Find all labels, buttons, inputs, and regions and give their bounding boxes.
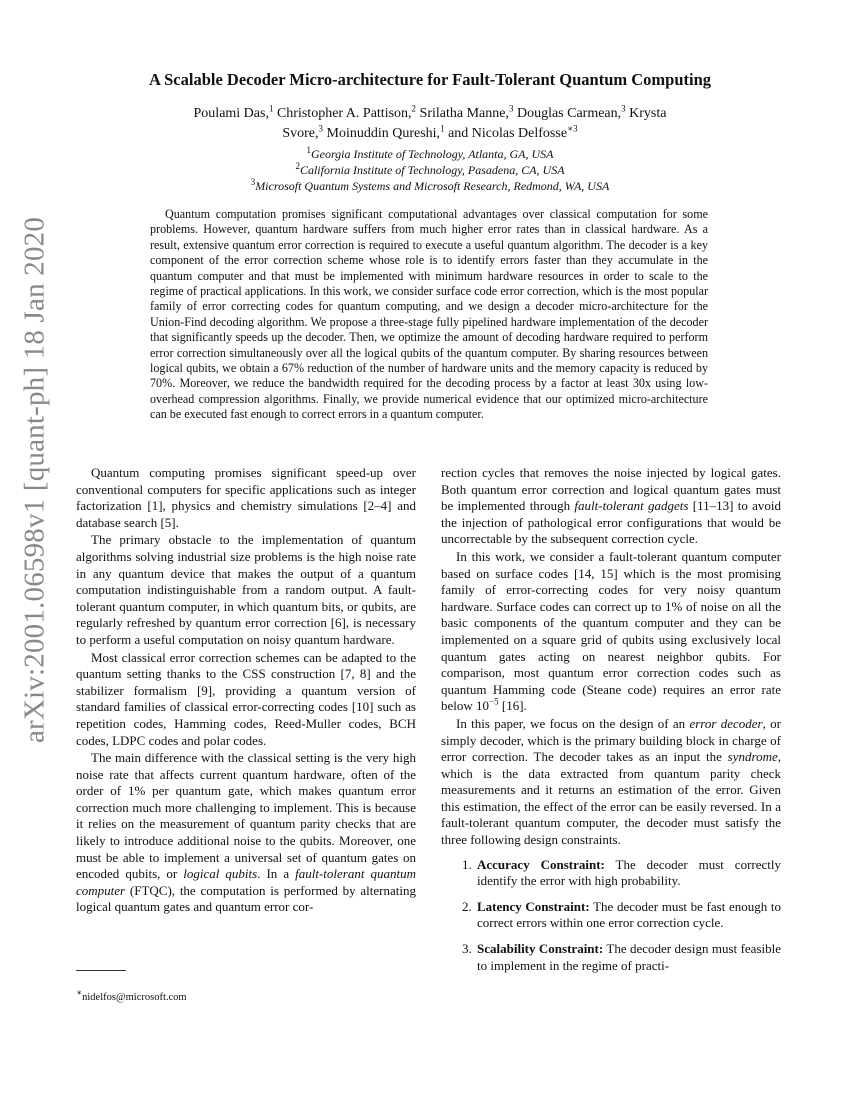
paper-title: A Scalable Decoder Micro-architecture for Fault-Tolerant Quantum Computing: [148, 70, 712, 89]
affiliation: $^1$Georgia Institute of Technology, Atlanta, GA, USA: [306, 145, 554, 161]
right-column: [441, 465, 781, 983]
affiliation: $^2$California Institute of Technology, Pasadena, CA, USA: [295, 161, 565, 177]
footnote: ∗nidelfos@microsoft.com: [76, 987, 187, 1003]
author: Poulami Das,$^1$: [193, 103, 274, 121]
paragraph: In this paper, we focus on the design of an error decoder, or simply decoder, which is the primary building block in charge of error correction. The decoder takes as an input the syndrome, which is the data extracted from quantum parity check measurements and it returns an estimation of the error. Given this estimation, the effect of the error can be easily reversed. In a fault-tolerant quantum computer, the decoder must satisfy the three following design constraints.: [441, 715, 781, 848]
author: and Nicolas Delfosse$^{∗3}$: [448, 123, 578, 141]
paragraph: Quantum computing promises significant speed-up over conventional computers for specific applications such as integer factorization [1], physics and chemistry simulations [2–4] and database search [5].: [76, 465, 416, 530]
author: Moinuddin Qureshi,$^1$: [326, 123, 445, 141]
author: Christopher A. Pattison,$^2$: [276, 103, 417, 121]
list-item: 2. Latency Constraint: The decoder must be fast enough to correct errors within one error correction cycle.: [475, 899, 781, 932]
paragraph: In this work, we consider a fault-tolerant quantum computer based on surface codes [14, 15] which is the most promising family of error-correcting codes for very noisy quantum hardware. Surface codes can correct up to 1% of noise on all the basic components of the quantum computer and they can be implemented on a square grid of qubits using exclusively local quantum gates acting on nearest neighbor qubits. For comparison, most quantum error correction codes such as quantum Hamming code (Steane code) requires an error rate below $10^{-5}$ [16].: [441, 548, 781, 714]
arxiv-identifier: arXiv:2001.06598v1 [quant-ph] 18 Jan 2020: [18, 216, 51, 744]
author: Krysta Svore,$^3$: [282, 106, 667, 141]
affiliation: $^3$Microsoft Quantum Systems and Microsoft Research, Redmond, WA, USA: [250, 177, 610, 193]
paragraph: The main difference with the classical setting is the very high noise rate that affects current quantum hardware, often of the order of 1% per quantum gate, which makes quantum error correction much more challenging to implement. This is because it relies on the measurement of quantum parity checks that are likely to introduce additional noise to the qubits. Moreover, one must be able to implement a universal set of quantum gates on encoded qubits, or logical qubits. In a fault-tolerant quantum computer (FTQC), the computation is performed by alternating logical quantum gates and quantum error cor-: [76, 750, 416, 915]
paragraph: Most classical error correction schemes can be adapted to the quantum setting thanks to the CSS construction [7, 8] and the stabilizer formalism [9], providing a quantum version of standard families of classical error-correcting codes [10] such as repetition codes, Hamming codes, Reed-Muller codes, BCH codes, LDPC codes and polar codes.: [76, 649, 416, 748]
paragraph: rection cycles that removes the noise injected by logical gates. Both quantum error correction and logical quantum gates must be implemented through fault-tolerant gadgets [11–13] to avoid the injection of pathological error configurations that would be uncorrectable by the subsequent correction cycle.: [441, 465, 781, 547]
paragraph: The primary obstacle to the implementation of quantum algorithms solving industrial size problems is the high noise rate in any quantum device that makes the output of a quantum computation indistinguishable from a random output. A fault-tolerant quantum computer, in which quantum bits, or qubits, are regularly refreshed by quantum error correction [6], is necessary to perform a useful computation on noisy quantum hardware.: [76, 532, 416, 647]
author-list: [180, 104, 680, 144]
constraint-list: [441, 857, 781, 975]
left-column: [76, 465, 416, 916]
footnote-email: nidelfos@microsoft.com: [82, 992, 187, 1003]
footnote-rule: [76, 970, 126, 971]
author: Douglas Carmean,$^3$: [516, 103, 626, 121]
arxiv-sidebar: [10, 130, 60, 830]
list-item: 3. Scalability Constraint: The decoder design must feasible to implement in the regime of practi-: [475, 941, 781, 974]
list-item: 1. Accuracy Constraint: The decoder must correctly identify the error with high probability.: [475, 857, 781, 890]
abstract: Quantum computation promises significant computational advantages over classical computation for some problems. However, quantum hardware suffers from much higher error rates than in classical hardware. As a result, extensive quantum error correction is required to execute a useful quantum algorithm. The decoder is a key component of the error correction scheme whose role is to identify errors faster than they accumulate in the quantum computer and that must be implemented with minimum hardware resources in order to scale to the regime of practical applications. In this work, we consider surface code error correction, which is the most popular family of error correcting codes for quantum computing, and we design a decoder micro-architecture for the Union-Find decoding algorithm. We propose a three-stage fully pipelined hardware implementation of the decoder that significantly speeds up the decoder. Then, we optimize the amount of decoding hardware required to perform error correction simultaneously over all the logical qubits of the quantum computer. By sharing resources between logical qubits, we obtain a 67% reduction of the number of hardware units and the memory capacity is reduced by 70%. Moreover, we reduce the bandwidth required for the decoding process by a factor at least 30x using low-overhead compression algorithms. Finally, we provide numerical evidence that our optimized micro-architecture can be executed fast enough to correct errors in a quantum computer.: [150, 207, 708, 422]
affiliations: [150, 146, 710, 194]
author: Srilatha Manne,$^3$: [419, 103, 514, 121]
